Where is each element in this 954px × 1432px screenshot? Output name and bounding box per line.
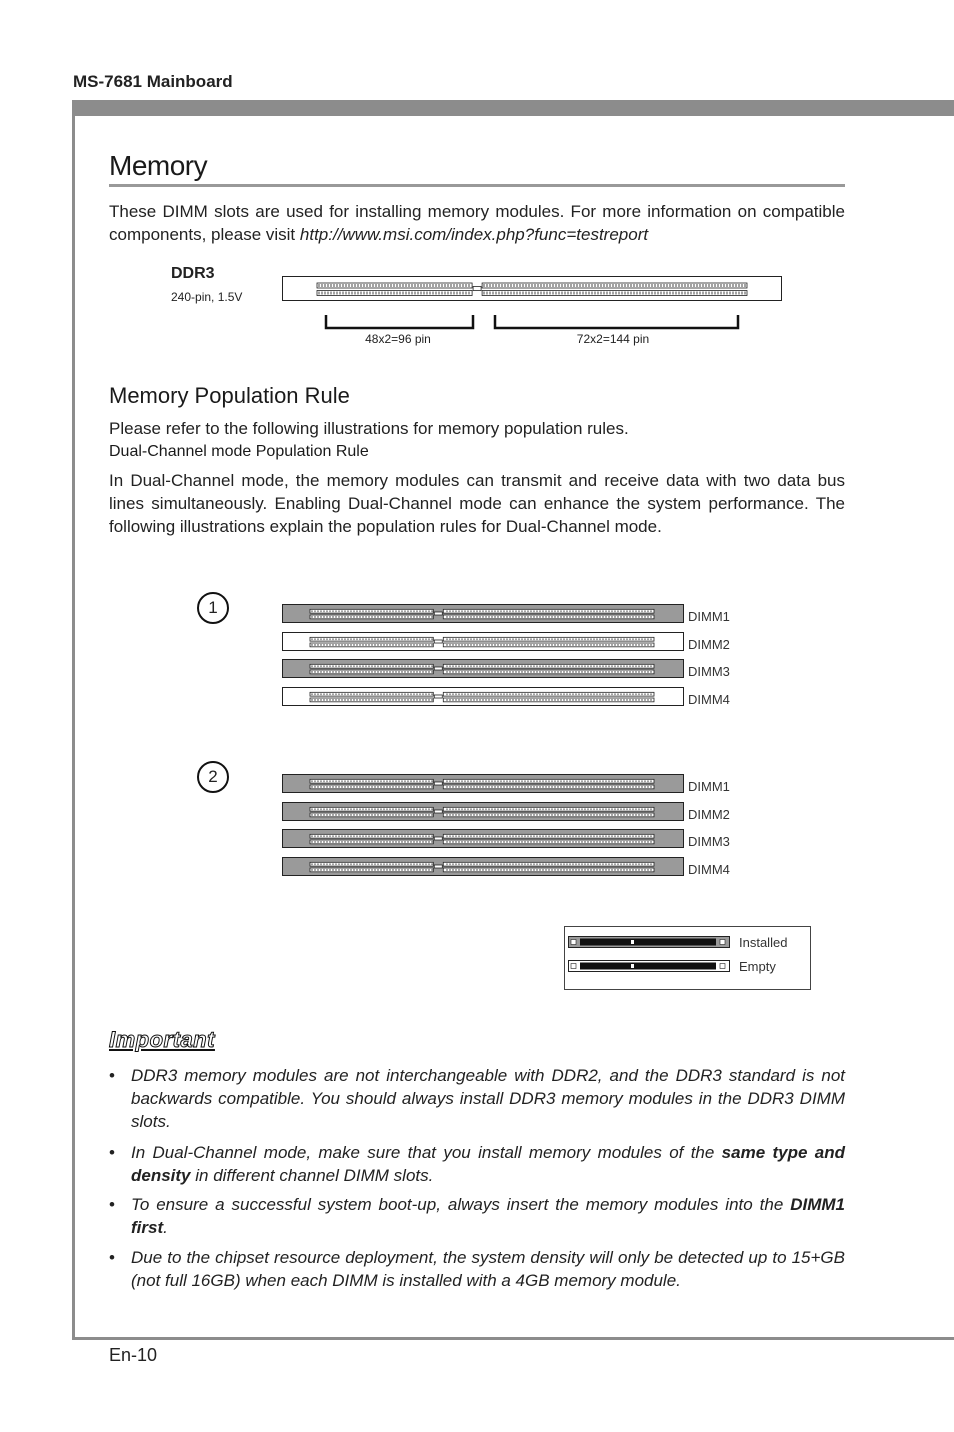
ddr3-slot-diagram: [282, 276, 782, 301]
important-bullet: [109, 1193, 845, 1239]
dual-channel-title: Dual-Channel mode Population Rule: [109, 443, 369, 460]
dimm-label: DIMM3: [688, 664, 730, 679]
memory-intro-paragraph: [109, 200, 845, 246]
config-number-2: 2: [197, 761, 229, 793]
section-title-underline: [109, 184, 845, 187]
ddr3-label: DDR3: [171, 265, 215, 282]
population-intro: Please refer to the following illustrations for memory population rules.: [109, 419, 629, 438]
bullet-dot-icon: •: [109, 1248, 115, 1267]
dimm-label: DIMM4: [688, 861, 730, 877]
dimm-slot-dimm4: [282, 687, 684, 706]
board-title: MS-7681 Mainboard: [73, 72, 233, 91]
dimm-slot-dimm3: [282, 829, 684, 848]
legend-empty-swatch: [568, 960, 730, 972]
bullet-text: DDR3 memory modules are not interchangeable with DDR2, and the DDR3 standard is not backwards compatible. You should always install DDR3 memory modules in the DDR3 DIMM slots.: [131, 1066, 845, 1131]
important-bullet: [109, 1064, 845, 1133]
emphasis-text: DIMM1 first: [131, 1195, 845, 1237]
dimm-label: DIMM1: [688, 609, 730, 624]
header-bar: [73, 100, 954, 116]
legend-empty-label: Empty: [739, 959, 776, 974]
dimm-slot-dimm4: [282, 857, 684, 876]
dimm-slot-dimm2: [282, 802, 684, 821]
testreport-link[interactable]: http://www.msi.com/index.php?func=testreport: [299, 225, 649, 244]
emphasis-text: same type and density: [131, 1143, 845, 1185]
bullet-text: in different channel DIMM slots.: [190, 1166, 434, 1185]
section-title-memory: Memory: [109, 150, 208, 181]
config-number-1: 1: [197, 592, 229, 624]
population-rule-title: Memory Population Rule: [109, 383, 350, 408]
memory-intro-text: These DIMM slots are used for installing memory modules. For more information on compatible components, please visit: [109, 202, 845, 244]
bullet-text: .: [163, 1218, 168, 1237]
legend-box: [564, 926, 811, 990]
important-heading: Important: [109, 1027, 215, 1052]
dimm-slot-dimm1: [282, 604, 684, 623]
bottom-rule: [72, 1337, 954, 1340]
dimm-slot-dimm1: [282, 774, 684, 793]
dimm-slot-dimm3: [282, 659, 684, 678]
pin-count-right: 72x2=144 pin: [576, 332, 650, 346]
pin-count-left: 48x2=96 pin: [365, 332, 431, 346]
legend-installed-label: Installed: [739, 935, 788, 950]
dimm-label: DIMM4: [688, 691, 730, 707]
bullet-dot-icon: •: [109, 1195, 115, 1214]
important-bullet: [109, 1246, 845, 1292]
dimm-slot-dimm2: [282, 632, 684, 651]
dual-channel-paragraph: In Dual-Channel mode, the memory modules can transmit and receive data with two data bus lines simultaneously. Enabling Dual-Channel mode can enhance the system performance. The following illustrations explain the population rules for Dual-Channel mode.: [109, 471, 845, 536]
dimm-label: DIMM3: [688, 834, 730, 849]
dimm-label: DIMM2: [688, 636, 730, 652]
bullet-text: To ensure a successful system boot-up, always insert the memory modules into the: [131, 1195, 791, 1214]
page-number: En-10: [109, 1345, 158, 1365]
legend-installed-swatch: [568, 936, 730, 948]
left-margin-rule: [72, 100, 75, 1340]
important-bullet: [109, 1141, 845, 1187]
ddr3-spec: 240-pin, 1.5V: [171, 290, 243, 304]
bullet-dot-icon: •: [109, 1066, 115, 1085]
bullet-text: Due to the chipset resource deployment, the system density will only be detected up to 15+GB (not full 16GB) when each DIMM is installed with a 4GB memory module.: [131, 1248, 845, 1290]
bullet-text: In Dual-Channel mode, make sure that you install memory modules of the: [131, 1143, 722, 1162]
bullet-dot-icon: •: [109, 1143, 115, 1162]
dimm-label: DIMM1: [688, 779, 730, 794]
dimm-label: DIMM2: [688, 806, 730, 822]
